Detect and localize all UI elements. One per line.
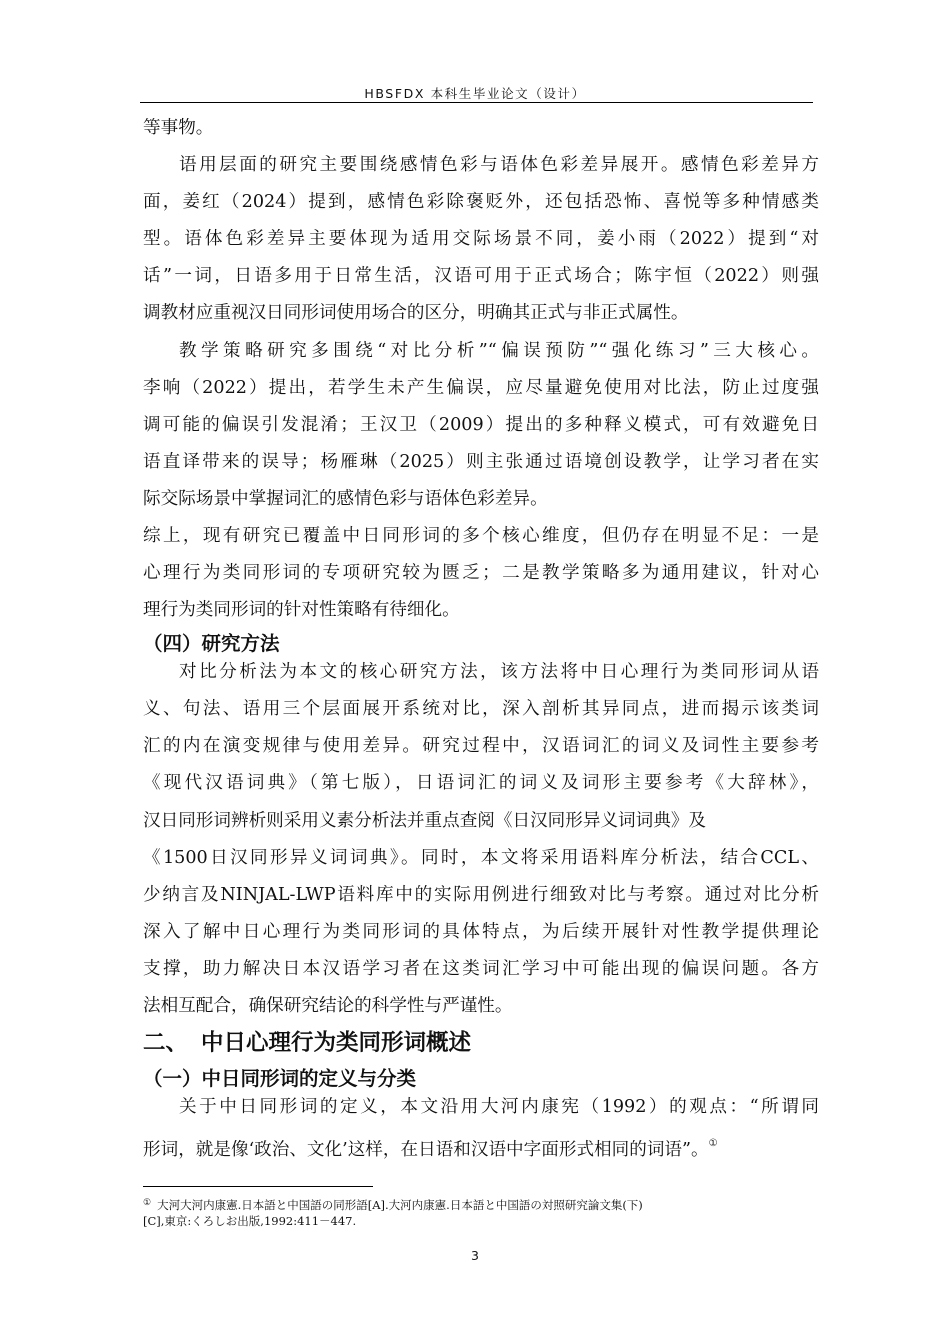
body-line: 际交际场景中掌握词汇的感情色彩与语体色彩差异。 xyxy=(143,489,548,509)
footnote-rule xyxy=(143,1186,373,1187)
chapter-title: 中日心理行为类同形词概述 xyxy=(201,1030,472,1056)
footnote-line: [C],東京:くろしお出版,1992:411－447. xyxy=(143,1214,357,1228)
body-line: 《现代汉语词典》（第七版），日语词汇的词义及词形主要参考《大辞林》， xyxy=(143,773,819,793)
body-line: 《1500日汉同形异义词词典》。同时，本文将采用语料库分析法，结合CCL、 xyxy=(143,848,819,868)
section-heading: （四）研究方法 xyxy=(143,632,280,655)
body-line: 语直译带来的误导；杨雁琳（2025）则主张通过语境创设教学，让学习者在实 xyxy=(143,452,819,472)
page-number: 3 xyxy=(471,1248,479,1263)
body-line: 教学策略研究多围绕“对比分析”“偏误预防”“强化练习”三大核心。 xyxy=(179,341,819,361)
body-line: 李响（2022）提出，若学生未产生偏误，应尽量避免使用对比法，防止过度强 xyxy=(143,378,819,398)
body-line: 等事物。 xyxy=(143,118,214,138)
body-line xyxy=(143,1134,819,1160)
body-line: 对比分析法为本文的核心研究方法，该方法将中日心理行为类同形词从语 xyxy=(179,662,819,682)
body-line: 心理行为类同形词的专项研究较为匮乏；二是教学策略多为通用建议，针对心 xyxy=(143,563,819,583)
footnote-line xyxy=(143,1195,819,1213)
body-line: 理行为类同形词的针对性策略有待细化。 xyxy=(143,600,460,620)
header-rule xyxy=(140,102,813,103)
body-line: 汉日同形词辨析则采用义素分析法并重点查阅《日汉同形异义词词典》及 xyxy=(143,811,707,831)
body-line: 调教材应重视汉日同形词使用场合的区分，明确其正式与非正式属性。 xyxy=(143,303,689,323)
footnote-text: 大河大河内康憲.日本語と中国語の同形語[A].大河内康憲.日本語と中国語の対照研究論文集(下) xyxy=(157,1198,643,1212)
body-line: 型。语体色彩差异主要体现为适用交际场景不同，姜小雨（2022）提到“对 xyxy=(143,229,819,249)
footnote-mark: ① xyxy=(143,1198,152,1208)
body-line: 综上，现有研究已覆盖中日同形词的多个核心维度，但仍存在明显不足：一是 xyxy=(143,526,819,546)
body-line: 少纳言及NINJAL-LWP语料库中的实际用例进行细致对比与考察。通过对比分析 xyxy=(143,885,819,905)
footnote-reference[interactable]: ① xyxy=(708,1138,718,1149)
body-line-text: 形词，就是像‘政治、文化’这样，在日语和汉语中字面形式相同的词语”。 xyxy=(143,1140,709,1160)
body-line: 义、句法、语用三个层面展开系统对比，深入剖析其异同点，进而揭示该类词 xyxy=(143,699,819,719)
body-line: 法相互配合，确保研究结论的科学性与严谨性。 xyxy=(143,996,513,1016)
body-line: 汇的内在演变规律与使用差异。研究过程中，汉语词汇的词义及词性主要参考 xyxy=(143,736,819,756)
body-line: 面，姜红（2024）提到，感情色彩除褒贬外，还包括恐怖、喜悦等多种情感类 xyxy=(143,192,819,212)
body-line: 支撑，助力解决日本汉语学习者在这类词汇学习中可能出现的偏误问题。各方 xyxy=(143,959,819,979)
chapter-number: 二、 xyxy=(143,1030,189,1056)
body-line: 调可能的偏误引发混淆；王汉卫（2009）提出的多种释义模式，可有效避免日 xyxy=(143,415,819,435)
running-header: HBSFDX 本科生毕业论文（设计） xyxy=(364,86,586,101)
subsection-heading: （一）中日同形词的定义与分类 xyxy=(143,1067,417,1090)
chapter-heading xyxy=(143,1030,471,1056)
body-line: 深入了解中日心理行为类同形词的具体特点，为后续开展针对性教学提供理论 xyxy=(143,922,819,942)
body-line: 语用层面的研究主要围绕感情色彩与语体色彩差异展开。感情色彩差异方 xyxy=(179,155,819,175)
body-line: 关于中日同形词的定义，本文沿用大河内康宪（1992）的观点：“所谓同 xyxy=(179,1097,819,1117)
body-line: 话”一词，日语多用于日常生活，汉语可用于正式场合；陈宇恒（2022）则强 xyxy=(143,266,819,286)
